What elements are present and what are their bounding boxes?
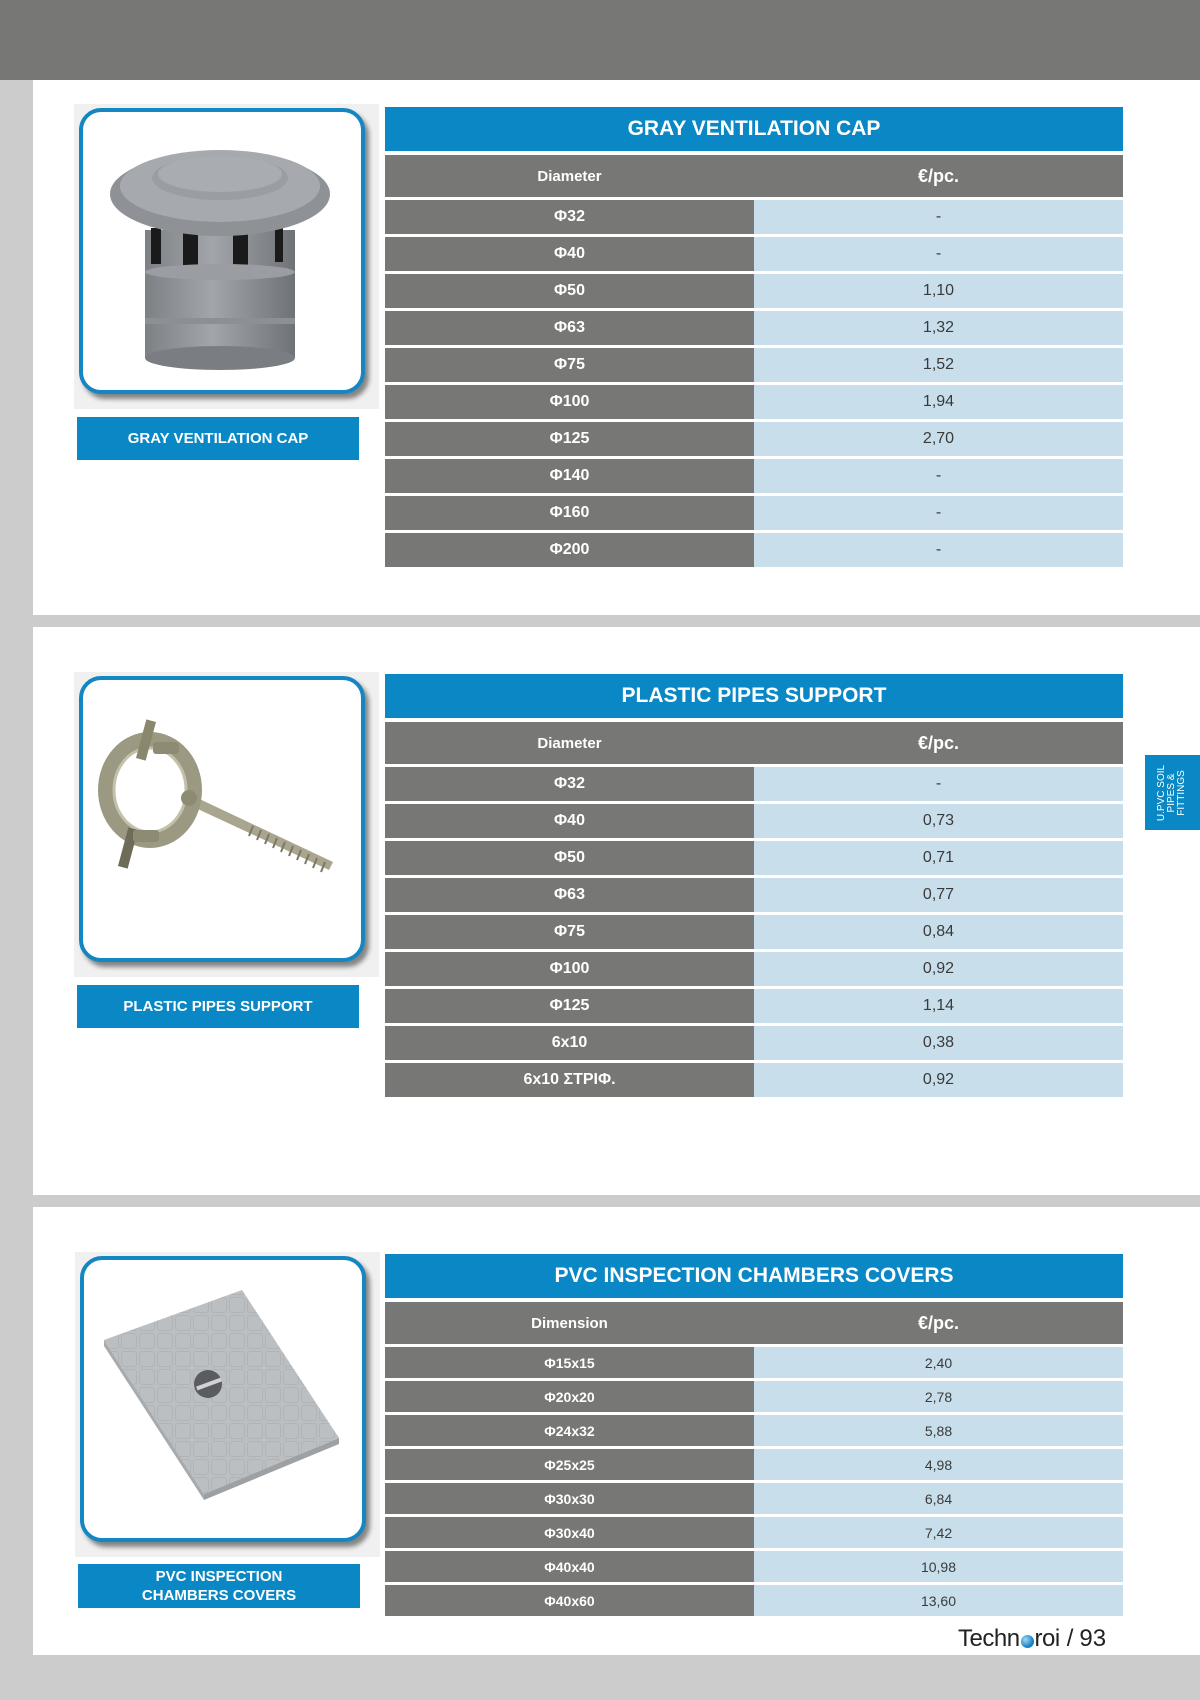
table-header [385,722,1123,764]
size-cell: Φ63 [385,311,754,345]
page-number: 93 [1079,1625,1107,1652]
product-caption [77,985,359,1028]
table-title: PVC INSPECTION CHAMBERS COVERS [385,1254,1123,1298]
price-cell: - [754,200,1123,234]
price-cell: 1,94 [754,385,1123,419]
price-cell: - [754,237,1123,271]
size-cell: Φ40 [385,237,754,271]
table-row [385,1026,1123,1060]
brand-logo [958,1625,1060,1653]
ventilation-cap-image [83,112,361,390]
size-cell: Φ30x30 [385,1483,754,1514]
size-cell: Φ24x32 [385,1415,754,1446]
price-cell: 0,84 [754,915,1123,949]
size-cell: Φ32 [385,200,754,234]
size-cell: Φ15x15 [385,1347,754,1378]
size-cell: Φ100 [385,952,754,986]
price-cell: 0,92 [754,1063,1123,1097]
table-body [385,1347,1123,1616]
price-cell: 0,71 [754,841,1123,875]
price-cell: 2,40 [754,1347,1123,1378]
logo-text-left: Techn [958,1625,1020,1652]
size-cell: Φ20x20 [385,1381,754,1412]
page-footer [958,1624,1106,1654]
table-row [385,1483,1123,1514]
logo-text-right: roi [1034,1625,1060,1652]
size-cell: 6x10 ΣΤΡΙΦ. [385,1063,754,1097]
table-title: GRAY VENTILATION CAP [385,107,1123,151]
price-cell: 6,84 [754,1483,1123,1514]
table-header [385,1302,1123,1344]
product-caption-text: PLASTIC PIPES SUPPORT [123,998,313,1015]
price-cell: 0,92 [754,952,1123,986]
size-cell: Φ75 [385,915,754,949]
inspection-cover-image [84,1260,362,1538]
price-cell: 2,78 [754,1381,1123,1412]
size-cell: Φ25x25 [385,1449,754,1480]
price-table-pipes-support [385,674,1123,1097]
price-cell: 2,70 [754,422,1123,456]
table-header [385,155,1123,197]
size-cell: Φ40 [385,804,754,838]
price-cell: 0,77 [754,878,1123,912]
size-cell: Φ63 [385,878,754,912]
price-cell: - [754,767,1123,801]
product-image-box [75,1252,380,1557]
top-bar [0,0,1200,80]
product-caption [77,417,359,460]
price-cell: - [754,533,1123,567]
logo-globe-icon [1021,1635,1034,1648]
price-cell: 0,73 [754,804,1123,838]
table-row [385,200,1123,234]
product-image-box [74,672,379,977]
table-row [385,385,1123,419]
column-header-diameter: Diameter [537,734,602,752]
price-cell: 1,32 [754,311,1123,345]
product-caption-text: GRAY VENTILATION CAP [127,430,309,447]
table-row [385,1063,1123,1097]
side-tab-line: FITTINGS [1176,769,1188,816]
size-cell: Φ75 [385,348,754,382]
table-row [385,496,1123,530]
table-row [385,348,1123,382]
price-cell: - [754,496,1123,530]
size-cell: Φ50 [385,274,754,308]
table-row [385,1347,1123,1378]
table-body [385,200,1123,567]
table-row [385,1517,1123,1548]
side-tab-line: U.PVC SOIL [1156,764,1168,821]
size-cell: Φ140 [385,459,754,493]
price-cell: 4,98 [754,1449,1123,1480]
section-side-tab[interactable] [1145,755,1200,830]
table-row [385,1415,1123,1446]
size-cell: Φ160 [385,496,754,530]
size-cell: Φ40x40 [385,1551,754,1582]
size-cell: Φ40x60 [385,1585,754,1616]
price-cell: 13,60 [754,1585,1123,1616]
pipe-clamp-image [83,680,361,958]
table-row [385,841,1123,875]
table-row [385,311,1123,345]
table-row [385,1585,1123,1616]
price-table-inspection-covers [385,1254,1123,1616]
size-cell: Φ30x40 [385,1517,754,1548]
product-image-frame [79,108,365,394]
table-row [385,1551,1123,1582]
size-cell: Φ200 [385,533,754,567]
product-image-box [74,104,379,409]
footer-separator: / [1066,1625,1074,1652]
table-body [385,767,1123,1097]
table-row [385,989,1123,1023]
column-header-price: €/pc. [917,1312,960,1333]
table-row [385,952,1123,986]
size-cell: Φ100 [385,385,754,419]
price-cell: 7,42 [754,1517,1123,1548]
price-cell: 10,98 [754,1551,1123,1582]
product-caption [78,1564,360,1608]
column-header-price: €/pc. [917,165,960,186]
table-row [385,533,1123,567]
product-caption-line: PVC INSPECTION [155,1568,283,1585]
size-cell: Φ32 [385,767,754,801]
product-image-frame [80,1256,366,1542]
column-header-dimension: Dimension [531,1314,608,1332]
size-cell: Φ50 [385,841,754,875]
price-table-ventilation-cap [385,107,1123,567]
price-cell: 1,10 [754,274,1123,308]
table-row [385,274,1123,308]
table-row [385,459,1123,493]
price-cell: - [754,459,1123,493]
size-cell: Φ125 [385,422,754,456]
product-image-frame [79,676,365,962]
column-header-price: €/pc. [917,732,960,753]
section-side-tab-label [1158,764,1188,820]
table-row [385,237,1123,271]
price-cell: 0,38 [754,1026,1123,1060]
table-row [385,1449,1123,1480]
size-cell: Φ125 [385,989,754,1023]
column-header-diameter: Diameter [537,167,602,185]
table-row [385,1381,1123,1412]
size-cell: 6x10 [385,1026,754,1060]
table-title: PLASTIC PIPES SUPPORT [385,674,1123,718]
price-cell: 5,88 [754,1415,1123,1446]
price-cell: 1,52 [754,348,1123,382]
product-caption-line: CHAMBERS COVERS [141,1587,297,1604]
table-row [385,878,1123,912]
left-strip [0,80,33,1700]
price-cell: 1,14 [754,989,1123,1023]
table-row [385,422,1123,456]
table-row [385,804,1123,838]
table-row [385,767,1123,801]
side-tab-line: PIPES & [1166,773,1178,812]
table-row [385,915,1123,949]
